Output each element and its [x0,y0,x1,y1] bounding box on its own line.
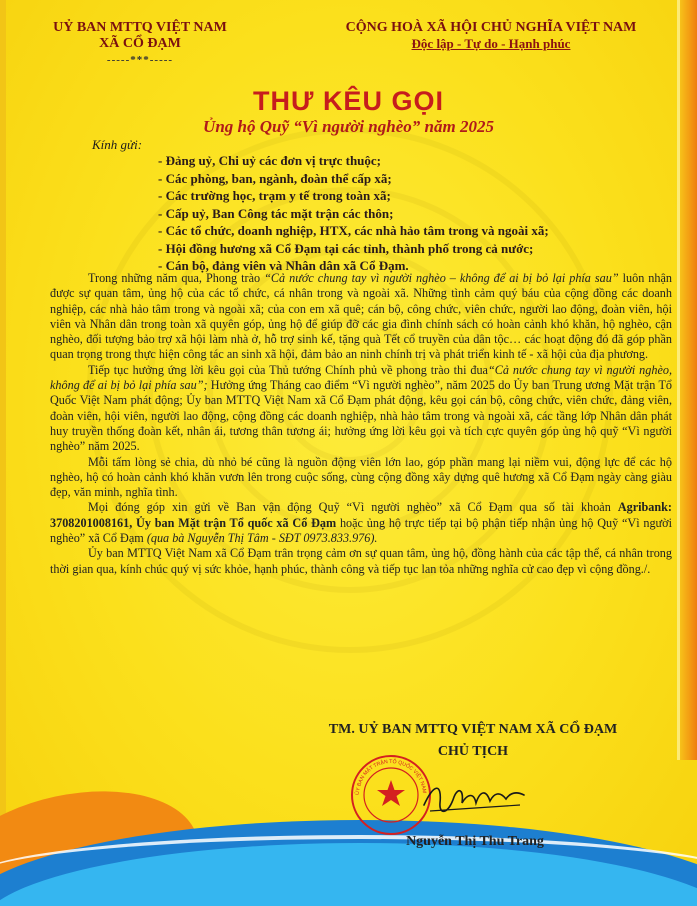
recipient-item: - Đảng uỷ, Chi uỷ các đơn vị trực thuộc; [158,153,382,168]
paragraph-5: Ủy ban MTTQ Việt Nam xã Cổ Đạm trân trọng cảm ơn sự quan tâm, ủng hộ, đồng hành của các tập thể, cá nhân trong thời gian qua, kính chúc quý vị sức khỏe, hạnh phúc, thành công và tiếp tục lan tỏa những nghĩa cử cao đẹp vì cộng đồng./. [50,546,672,576]
letter-body [50,271,672,577]
recipient-item: - Cán bộ, đảng viên và Nhân dân xã Cổ Đạm. [158,258,409,273]
recipient-item: - Hội đồng hương xã Cổ Đạm tại các tỉnh, thành phố trong cả nước; [158,240,534,256]
handwritten-signature-icon [420,775,530,820]
contact-person: (qua bà Nguyễn Thị Tâm - SĐT 0973.833.976). [146,531,378,546]
p1-text-b: luôn nhận được sự quan tâm, ủng hộ của các tổ chức, cá nhân trong và ngoài xã. Những tình cảm quý báu của cộng đồng các doanh nghiệp, các nhà hảo tâm trong và ngoài xã; của con em xã quê; cán bộ, công chức, viên chức, người lao động, đoàn viên, hội viên và Nhân dân trong toàn xã quyên góp, ủng hộ để giúp đỡ các gia đình chính sách có hoàn cảnh khó khăn, hộ nghèo, cận nghèo, đối tượng bảo trợ xã hội làm nhà ở, hỗ trợ sinh kế, tặng quà Tết cổ truyền của dân tộc… các hoạt động đó đã góp phần quan trọng trong thực hiện công tác an sinh xã hội, đảm bảo an ninh chính trị và phát triển kinh tế - xã hội của địa phương. [50,271,672,362]
paragraph-4 [50,500,672,546]
seal-text: ỦY BAN MẶT TRẬN TỔ QUỐC VIỆT NAM [354,758,427,796]
signature-position: CHỦ TỊCH [437,744,509,759]
letter-title: THƯ KÊU GỌI [253,86,444,116]
national-motto: Độc lập - Tự do - Hạnh phúc [411,36,571,51]
recipient-item: - Cấp uỷ, Ban Công tác mặt trận các thôn; [158,205,394,221]
greeting: Kính gửi: [92,137,143,152]
recipient-item: - Các phòng, ban, ngành, đoàn thể cấp xã; [158,170,392,186]
p4-text-a: Mọi đóng góp xin gửi về Ban vận động Quỹ “Vì người nghèo” xã Cổ Đạm qua số tài khoản [88,500,618,515]
issuer-separator: -----***----- [106,54,174,66]
national-name: CỘNG HOÀ XÃ HỘI CHỦ NGHĨA VIỆT NAM [345,20,637,35]
p2-text-a: Tiếp tục hưởng ứng lời kêu gọi của Thủ tướng Chính phủ về phong trào thi đua [88,362,488,377]
recipient-list [158,152,549,275]
p4-text-b: hoặc ủng hộ trực tiếp tại bộ phận tiếp nhận ủng hộ Quỹ “Vì người nghèo” xã Cổ Đạm [50,515,672,546]
recipient-item: - Các trường học, trạm y tế trong toàn xã; [158,188,391,203]
p1-text-a: Trong những năm qua, Phong trào [88,271,265,285]
issuer-header [20,20,260,68]
signature-organization: TM. UỶ BAN MTTQ VIỆT NAM XÃ CỔ ĐẠM [328,722,618,737]
issuer-org-line2: XÃ CỔ ĐẠM [99,36,181,51]
signer-name: Nguyễn Thị Thu Trang [406,834,544,849]
paragraph-3: Mỗi tấm lòng sẻ chia, dù nhỏ bé cũng là nguồn động viên lớn lao, góp phần mang lại niềm vui, động lực để các hộ nghèo, hộ có hoàn cảnh khó khăn vươn lên trong cuộc sống, cùng cộng đồng xây dựng quê hương xã Cổ Đạm ngày càng giàu đẹp, văn minh, nghĩa tình. [50,454,672,500]
p1-slogan: “Cả nước chung tay vì người nghèo – không để ai bị bỏ lại phía sau” [264,271,619,285]
issuer-org-line1: UỶ BAN MTTQ VIỆT NAM [53,20,227,35]
p2-text-b: Hưởng ứng Tháng cao điểm “Vì người nghèo”, năm 2025 do Ủy ban Trung ương Mặt trận Tổ Quốc Việt Nam phát động; Ủy ban MTTQ Việt Nam xã Cổ Đạm phát động, kêu gọi cán bộ, công chức, viên chức, đảng viên, đoàn viên, hội viên, người lao động, cộng đồng các doanh nghiệp, nhà hảo tâm trong và ngoài xã, các tầng lớp Nhân dân phát huy truyền thống đoàn kết, nhân ái, tương thân tương ái; hưởng ứng lời kêu gọi và tích cực quyên góp ủng hộ quỹ “Vì người nghèo” năm 2025. [50,378,672,454]
bank-account: Agribank: 3708201008161, Ủy ban Mặt trận Tổ quốc xã Cổ Đạm [50,500,672,530]
paragraph-2 [50,363,672,455]
paragraph-1 [50,271,672,363]
letter-subtitle: Ủng hộ Quỹ “Vì người nghèo” năm 2025 [203,117,494,136]
recipient-item: - Các tổ chức, doanh nghiệp, HTX, các nhà hảo tâm trong và ngoài xã; [158,223,549,238]
national-header [300,20,682,52]
p2-slogan: “Cả nước chung tay vì người nghèo, không để ai bị bỏ lại phía sau”; [50,362,672,393]
